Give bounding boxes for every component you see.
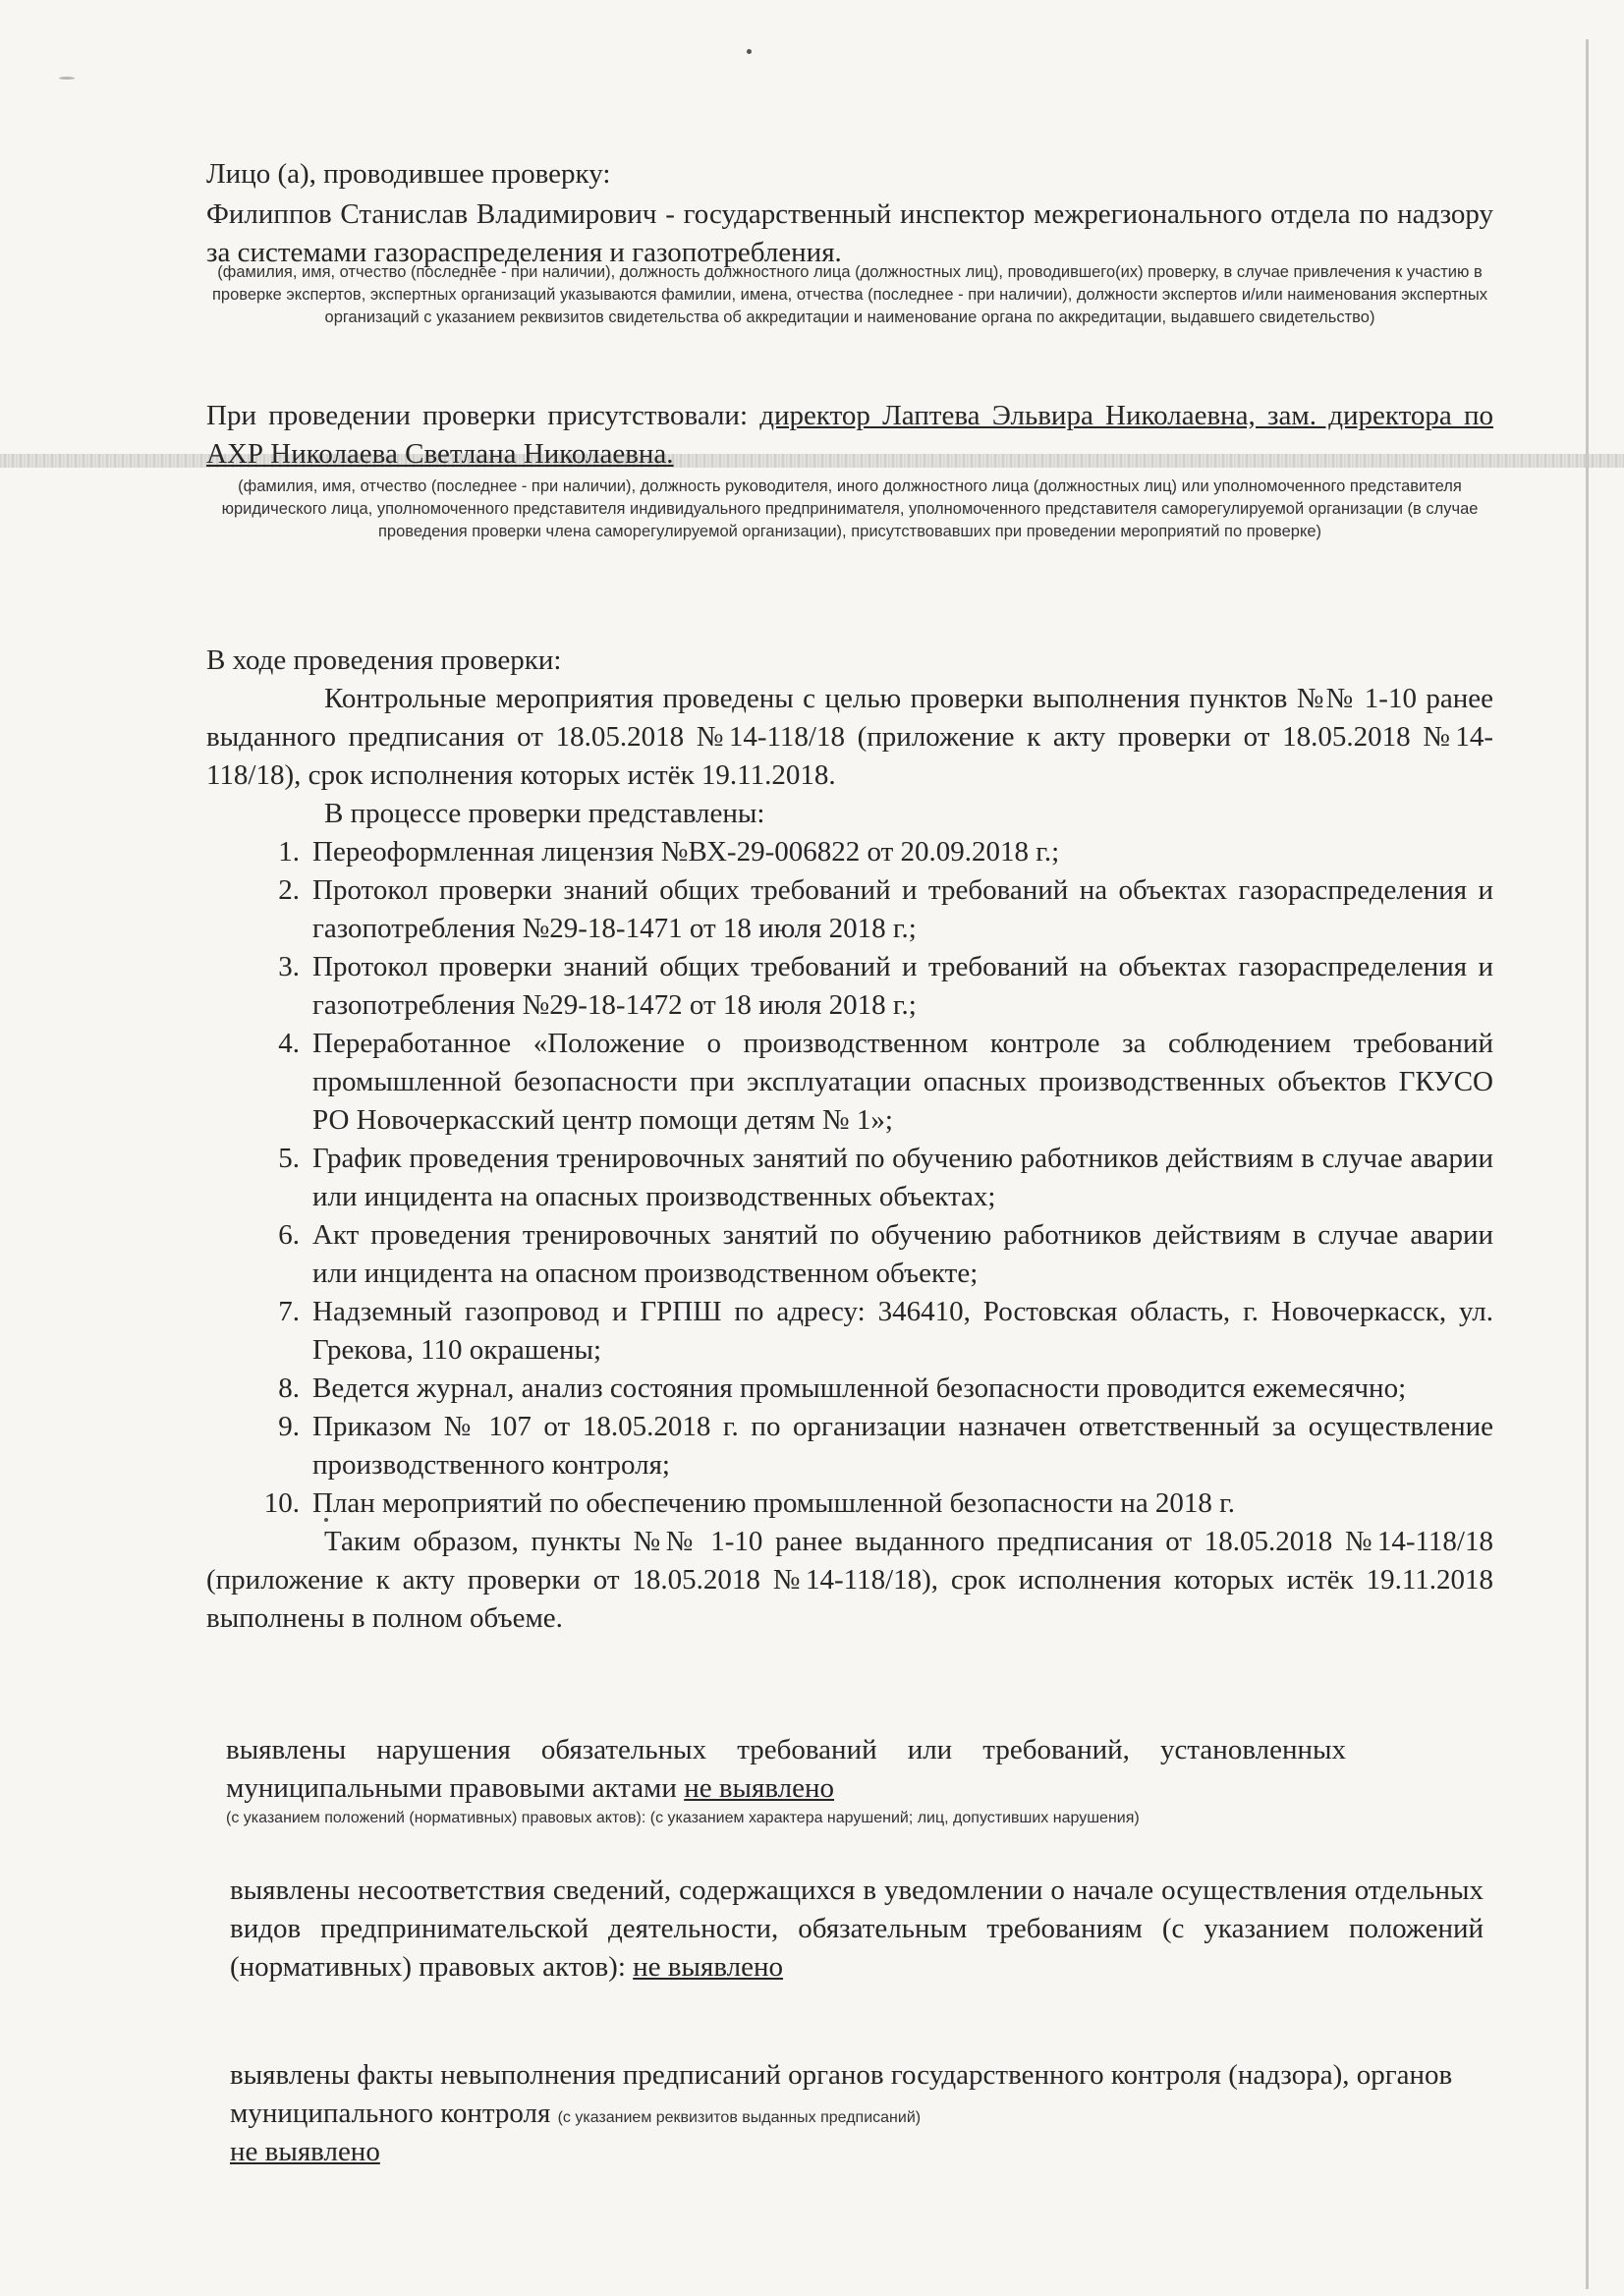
- inconsistencies-result: не выявлено: [633, 1951, 783, 1983]
- violations-result: не выявлено: [684, 1772, 835, 1804]
- non-fulfillment-result: не выявлено: [230, 2136, 380, 2167]
- attendees-note: (фамилия, имя, отчество (последнее - при наличии), должность руководителя, иного должностного лица (должностных лиц) или уполномоченного представителя юридического лица, уполномоченного представителя индивидуального предпринимателя, уполномоченного представителя саморегулируемой организации (в случае проведения проверки члена саморегулируемой организации), присутствовавших при проведении мероприятий по проверке): [221, 477, 1479, 540]
- non-fulfillment-section: [230, 2056, 1497, 2171]
- violations-text: выявлены нарушения обязательных требований или требований, установленных муниципальными правовыми актами: [226, 1734, 1346, 1804]
- inconsistencies-section: [230, 1872, 1484, 1987]
- list-item: 3. Протокол проверки знаний общих требований и требований на объектах газораспределения и газопотребления №29-18-1472 от 18 июля 2018 г.;: [278, 951, 1493, 1021]
- violations-note: (с указанием положений (нормативных) правовых актов): (с указанием характера нарушений; лиц, допустивших нарушения): [226, 1810, 1140, 1826]
- progress-conclusion: Таким образом, пункты №№ 1-10 ранее выданного предписания от 18.05.2018 №14-118/18 (приложение к акту проверки от 18.05.2018 №14-118/18), срок исполнения которых истёк 19.11.2018 выполнены в полном объеме.: [206, 1526, 1493, 1634]
- violations-section: [226, 1731, 1493, 1829]
- list-item: 7. Надземный газопровод и ГРПШ по адресу: 346410, Ростовская область, г. Новочеркасск, ул. Грекова, 110 окрашены;: [278, 1296, 1493, 1366]
- list-item: 1. Переоформленная лицензия №ВХ-29-006822 от 20.09.2018 г.;: [278, 836, 1060, 868]
- progress-section: [206, 642, 1493, 1638]
- scan-speck: [59, 77, 75, 80]
- progress-heading: В ходе проведения проверки:: [206, 644, 562, 676]
- presented-list: [206, 833, 1493, 1523]
- inspector-heading: Лицо (а), проводившее проверку:: [206, 158, 611, 190]
- list-item: 4. Переработанное «Положение о производственном контроле за соблюдением требований промышленной безопасности при эксплуатации опасных производственных объектов ГКУСО РО Новочеркасский центр помощи детям № 1»;: [278, 1028, 1493, 1136]
- non-fulfillment-note: (с указанием реквизитов выданных предписаний): [557, 2109, 922, 2126]
- list-item: 9. Приказом № 107 от 18.05.2018 г. по организации назначен ответственный за осуществление производственного контроля;: [278, 1411, 1493, 1481]
- inspector-text: Филиппов Станислав Владимирович - государственный инспектор межрегионального отдела по надзору за системами газораспределения и газопотребления.: [206, 198, 1493, 268]
- list-item: 6. Акт проведения тренировочных занятий по обучению работников действиям в случае аварии или инцидента на опасном производственном объекте;: [278, 1219, 1493, 1289]
- progress-intro: Контрольные мероприятия проведены с целью проверки выполнения пунктов №№ 1-10 ранее выданного предписания от 18.05.2018 №14-118/18 (приложение к акту проверки от 18.05.2018 №14-118/18), срок исполнения которых истёк 19.11.2018.: [206, 683, 1493, 791]
- list-item: 8. Ведется журнал, анализ состояния промышленной безопасности проводится ежемесячно;: [278, 1372, 1407, 1404]
- list-item: 10. План мероприятий по обеспечению промышленной безопасности на 2018 г.: [263, 1487, 1236, 1519]
- scan-speck: [747, 49, 752, 54]
- inspector-section: [206, 155, 1493, 272]
- non-fulfillment-text: выявлены факты невыполнения предписаний органов государственного контроля (надзора), органов муниципального контроля: [230, 2059, 1453, 2129]
- inspector-note: (фамилия, имя, отчество (последнее - при наличии), должность должностного лица (должностных лиц), проводившего(их) проверку, в случае привлечения к участию в проверке экспертов, экспертных организаций указываются фамилии, имена, отчества (последнее - при наличии), должности экспертов и/или наименования экспертных организаций с указанием реквизитов свидетельства об аккредитации и наименование органа по аккредитации, выдавшего свидетельство): [212, 263, 1487, 326]
- attendees-names: директор Лаптева Эльвира Николаевна, зам. директора по АХР Николаева Светлана Николаевна.: [206, 400, 1493, 470]
- inconsistencies-text: выявлены несоответствия сведений, содержащихся в уведомлении о начале осуществления отдельных видов предпринимательской деятельности, обязательным требованиям (с указанием положений (нормативных) правовых актов):: [230, 1875, 1484, 1983]
- scan-page-edge: [1586, 39, 1589, 2289]
- list-item: 2. Протокол проверки знаний общих требований и требований на объектах газораспределения и газопотребления №29-18-1471 от 18 июля 2018 г.;: [278, 874, 1493, 944]
- presented-label: В процессе проверки представлены:: [324, 798, 765, 829]
- attendees-label: При проведении проверки присутствовали:: [206, 400, 748, 431]
- list-item: 5. График проведения тренировочных занятий по обучению работников действиям в случае аварии или инцидента на опасных производственных объектах;: [278, 1143, 1493, 1212]
- attendees-section: [206, 397, 1493, 474]
